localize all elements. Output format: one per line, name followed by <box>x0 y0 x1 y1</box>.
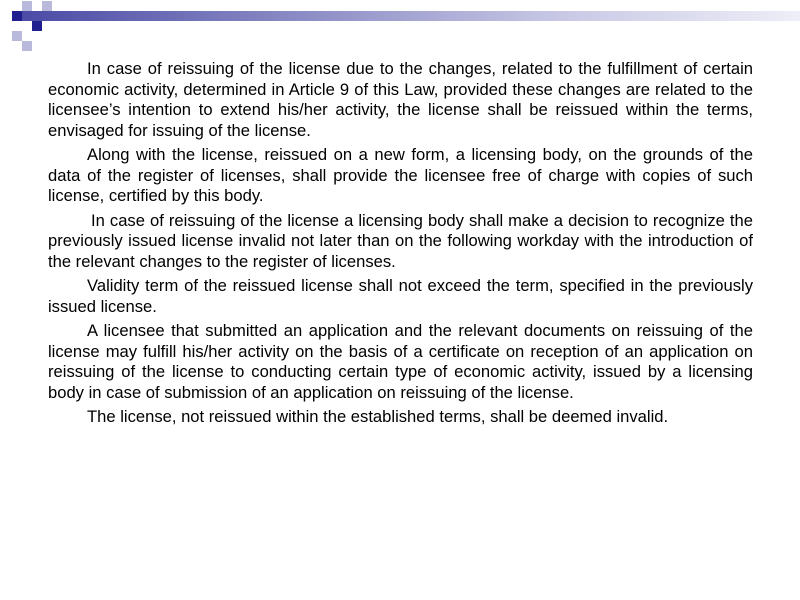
paragraph-validity-term: Validity term of the reissued license shall not exceed the term, specified in the previously issued license. <box>48 276 753 316</box>
decor-square-light <box>12 31 22 41</box>
decor-square-light <box>42 1 52 11</box>
paragraph-invalid-decision: In case of reissuing of the license a licensing body shall make a decision to recognize the previously issued license invalid not later than on the following workday with the introduction of the relevant changes to the register of licenses. <box>48 210 753 271</box>
decor-square-dark <box>32 21 42 31</box>
paragraph-deemed-invalid: The license, not reissued within the established terms, shall be deemed invalid. <box>87 407 669 426</box>
decor-square-light <box>22 41 32 51</box>
paragraph-copies-free: Along with the license, reissued on a new form, a licensing body, on the grounds of the data of the register of licenses, shall provide the licensee free of charge with copies of such license, certified by this body. <box>48 145 753 205</box>
decor-square-dark <box>12 11 22 21</box>
paragraph-certificate-activity: A licensee that submitted an application and the relevant documents on reissuing of the license may fulfill his/her activity on the basis of a certificate on reception of an application on reissuing of the license to conducting certain type of economic activity, issued by a licensing body in case of submission of an application on reissuing of the license. <box>48 321 753 402</box>
decor-gradient-bar <box>22 11 800 21</box>
header-decoration <box>0 0 800 60</box>
paragraph-reissue-terms: In case of reissuing of the license due to the changes, related to the fulfillment of certain economic activity, determined in Article 9 of this Law, provided these changes are related to the licensee’s intention to extend his/her activity, the license shall be reissued within the terms, envisaged for issuing of the license. <box>48 59 753 140</box>
decor-square-light <box>22 1 32 11</box>
slide-body <box>48 59 753 432</box>
